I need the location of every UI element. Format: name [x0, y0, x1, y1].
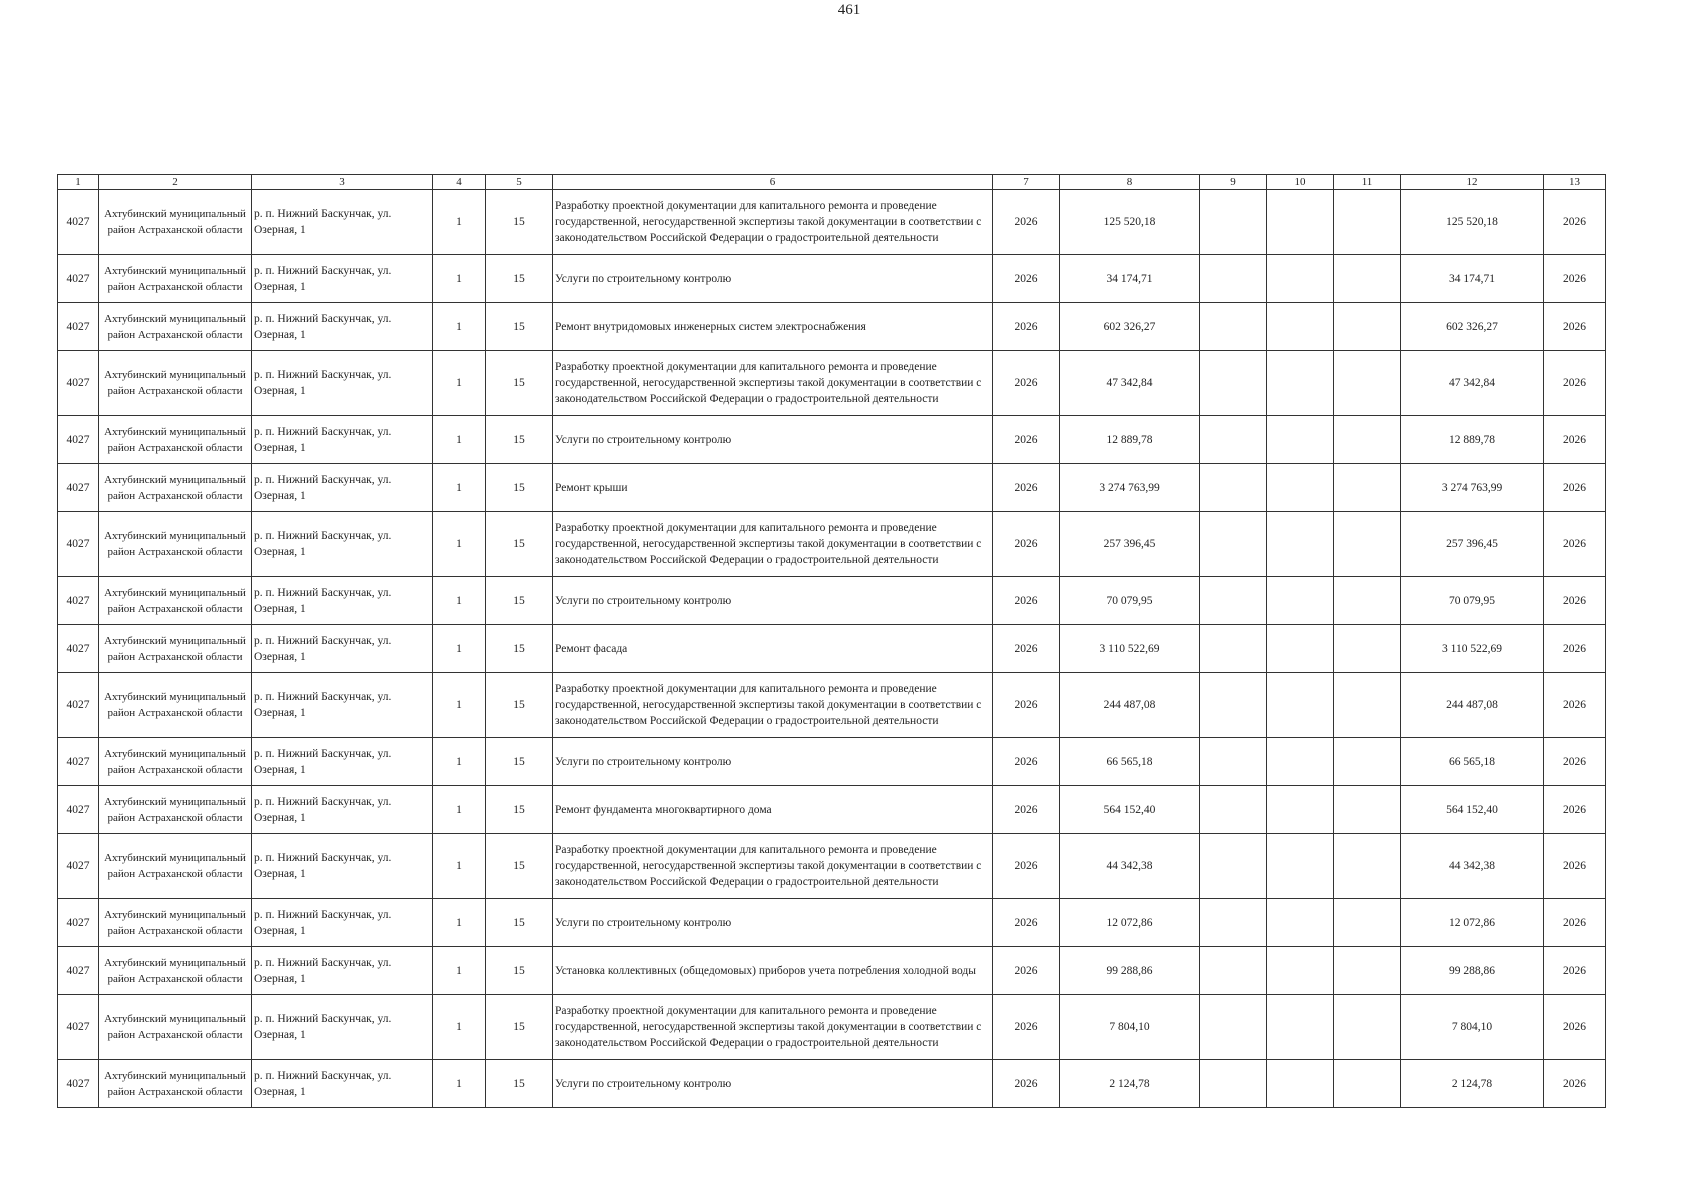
address-cell: р. п. Нижний Баскунчак, ул. Озерная, 1	[252, 1060, 433, 1108]
table-row	[58, 190, 1606, 255]
work-type-cell: Разработку проектной документации для капитального ремонта и проведение государственной, негосударственной экспертизы такой документации в соответствии с законодательством Российской Федерации о градостроительной деятельности	[553, 834, 993, 899]
column-header-5: 5	[486, 175, 553, 190]
cost-cell: 125 520,18	[1060, 190, 1200, 255]
column-9-cell	[1200, 351, 1267, 416]
column-9-cell	[1200, 1060, 1267, 1108]
total-cost-cell: 34 174,71	[1401, 255, 1544, 303]
column-header-7: 7	[993, 175, 1060, 190]
year-cell: 2026	[993, 464, 1060, 512]
district-cell: Ахтубинский муниципальный район Астраханской области	[99, 512, 252, 577]
completion-year-cell: 2026	[1544, 416, 1606, 464]
table-row	[58, 416, 1606, 464]
column-10-cell	[1267, 899, 1334, 947]
column-header-2: 2	[99, 175, 252, 190]
column-9-cell	[1200, 577, 1267, 625]
address-cell: р. п. Нижний Баскунчак, ул. Озерная, 1	[252, 512, 433, 577]
column-11-cell	[1334, 995, 1401, 1060]
address-cell: р. п. Нижний Баскунчак, ул. Озерная, 1	[252, 786, 433, 834]
column-header-4: 4	[433, 175, 486, 190]
column-10-cell	[1267, 303, 1334, 351]
column-11-cell	[1334, 899, 1401, 947]
object-number-cell: 4027	[58, 303, 99, 351]
year-cell: 2026	[993, 1060, 1060, 1108]
column-4-cell: 1	[433, 416, 486, 464]
work-type-cell: Услуги по строительному контролю	[553, 1060, 993, 1108]
column-5-cell: 15	[486, 303, 553, 351]
column-4-cell: 1	[433, 834, 486, 899]
column-header-9: 9	[1200, 175, 1267, 190]
column-11-cell	[1334, 1060, 1401, 1108]
total-cost-cell: 70 079,95	[1401, 577, 1544, 625]
year-cell: 2026	[993, 303, 1060, 351]
object-number-cell: 4027	[58, 947, 99, 995]
column-4-cell: 1	[433, 512, 486, 577]
column-9-cell	[1200, 416, 1267, 464]
district-cell: Ахтубинский муниципальный район Астраханской области	[99, 351, 252, 416]
total-cost-cell: 12 072,86	[1401, 899, 1544, 947]
cost-cell: 44 342,38	[1060, 834, 1200, 899]
year-cell: 2026	[993, 577, 1060, 625]
table-row	[58, 899, 1606, 947]
total-cost-cell: 257 396,45	[1401, 512, 1544, 577]
district-cell: Ахтубинский муниципальный район Астраханской области	[99, 786, 252, 834]
column-5-cell: 15	[486, 512, 553, 577]
cost-cell: 564 152,40	[1060, 786, 1200, 834]
total-cost-cell: 66 565,18	[1401, 738, 1544, 786]
cost-cell: 257 396,45	[1060, 512, 1200, 577]
column-5-cell: 15	[486, 190, 553, 255]
address-cell: р. п. Нижний Баскунчак, ул. Озерная, 1	[252, 303, 433, 351]
column-5-cell: 15	[486, 351, 553, 416]
district-cell: Ахтубинский муниципальный район Астраханской области	[99, 625, 252, 673]
column-5-cell: 15	[486, 899, 553, 947]
column-4-cell: 1	[433, 738, 486, 786]
address-cell: р. п. Нижний Баскунчак, ул. Озерная, 1	[252, 351, 433, 416]
district-cell: Ахтубинский муниципальный район Астраханской области	[99, 303, 252, 351]
column-10-cell	[1267, 577, 1334, 625]
address-cell: р. п. Нижний Баскунчак, ул. Озерная, 1	[252, 416, 433, 464]
cost-cell: 12 072,86	[1060, 899, 1200, 947]
year-cell: 2026	[993, 947, 1060, 995]
completion-year-cell: 2026	[1544, 947, 1606, 995]
column-10-cell	[1267, 786, 1334, 834]
completion-year-cell: 2026	[1544, 834, 1606, 899]
district-cell: Ахтубинский муниципальный район Астраханской области	[99, 255, 252, 303]
table-row	[58, 947, 1606, 995]
object-number-cell: 4027	[58, 673, 99, 738]
table-row	[58, 738, 1606, 786]
column-9-cell	[1200, 947, 1267, 995]
column-5-cell: 15	[486, 673, 553, 738]
table-row	[58, 625, 1606, 673]
district-cell: Ахтубинский муниципальный район Астраханской области	[99, 899, 252, 947]
column-header-6: 6	[553, 175, 993, 190]
column-header-3: 3	[252, 175, 433, 190]
address-cell: р. п. Нижний Баскунчак, ул. Озерная, 1	[252, 947, 433, 995]
column-9-cell	[1200, 673, 1267, 738]
work-type-cell: Разработку проектной документации для капитального ремонта и проведение государственной, негосударственной экспертизы такой документации в соответствии с законодательством Российской Федерации о градостроительной деятельности	[553, 512, 993, 577]
cost-cell: 47 342,84	[1060, 351, 1200, 416]
table-row	[58, 995, 1606, 1060]
district-cell: Ахтубинский муниципальный район Астраханской области	[99, 190, 252, 255]
address-cell: р. п. Нижний Баскунчак, ул. Озерная, 1	[252, 577, 433, 625]
year-cell: 2026	[993, 995, 1060, 1060]
work-type-cell: Услуги по строительному контролю	[553, 899, 993, 947]
column-11-cell	[1334, 625, 1401, 673]
column-11-cell	[1334, 303, 1401, 351]
work-type-cell: Ремонт крыши	[553, 464, 993, 512]
table-row	[58, 255, 1606, 303]
column-10-cell	[1267, 1060, 1334, 1108]
completion-year-cell: 2026	[1544, 351, 1606, 416]
table-row	[58, 1060, 1606, 1108]
year-cell: 2026	[993, 673, 1060, 738]
object-number-cell: 4027	[58, 512, 99, 577]
table-body	[58, 190, 1606, 1108]
completion-year-cell: 2026	[1544, 673, 1606, 738]
column-10-cell	[1267, 995, 1334, 1060]
work-type-cell: Услуги по строительному контролю	[553, 738, 993, 786]
work-type-cell: Ремонт внутридомовых инженерных систем электроснабжения	[553, 303, 993, 351]
total-cost-cell: 602 326,27	[1401, 303, 1544, 351]
district-cell: Ахтубинский муниципальный район Астраханской области	[99, 673, 252, 738]
district-cell: Ахтубинский муниципальный район Астраханской области	[99, 464, 252, 512]
column-9-cell	[1200, 738, 1267, 786]
column-4-cell: 1	[433, 625, 486, 673]
column-4-cell: 1	[433, 1060, 486, 1108]
completion-year-cell: 2026	[1544, 190, 1606, 255]
work-type-cell: Разработку проектной документации для капитального ремонта и проведение государственной, негосударственной экспертизы такой документации в соответствии с законодательством Российской Федерации о градостроительной деятельности	[553, 995, 993, 1060]
address-cell: р. п. Нижний Баскунчак, ул. Озерная, 1	[252, 255, 433, 303]
column-5-cell: 15	[486, 577, 553, 625]
year-cell: 2026	[993, 834, 1060, 899]
column-header-13: 13	[1544, 175, 1606, 190]
total-cost-cell: 99 288,86	[1401, 947, 1544, 995]
column-4-cell: 1	[433, 255, 486, 303]
cost-cell: 7 804,10	[1060, 995, 1200, 1060]
object-number-cell: 4027	[58, 625, 99, 673]
cost-cell: 244 487,08	[1060, 673, 1200, 738]
address-cell: р. п. Нижний Баскунчак, ул. Озерная, 1	[252, 464, 433, 512]
column-header-1: 1	[58, 175, 99, 190]
column-11-cell	[1334, 947, 1401, 995]
district-cell: Ахтубинский муниципальный район Астраханской области	[99, 738, 252, 786]
work-type-cell: Разработку проектной документации для капитального ремонта и проведение государственной, негосударственной экспертизы такой документации в соответствии с законодательством Российской Федерации о градостроительной деятельности	[553, 190, 993, 255]
column-4-cell: 1	[433, 303, 486, 351]
object-number-cell: 4027	[58, 255, 99, 303]
table-row	[58, 834, 1606, 899]
table-row	[58, 577, 1606, 625]
column-10-cell	[1267, 625, 1334, 673]
object-number-cell: 4027	[58, 190, 99, 255]
cost-cell: 3 274 763,99	[1060, 464, 1200, 512]
address-cell: р. п. Нижний Баскунчак, ул. Озерная, 1	[252, 190, 433, 255]
column-4-cell: 1	[433, 577, 486, 625]
column-5-cell: 15	[486, 625, 553, 673]
column-4-cell: 1	[433, 351, 486, 416]
work-type-cell: Услуги по строительному контролю	[553, 416, 993, 464]
cost-cell: 2 124,78	[1060, 1060, 1200, 1108]
column-9-cell	[1200, 255, 1267, 303]
year-cell: 2026	[993, 625, 1060, 673]
cost-cell: 66 565,18	[1060, 738, 1200, 786]
total-cost-cell: 244 487,08	[1401, 673, 1544, 738]
column-9-cell	[1200, 625, 1267, 673]
completion-year-cell: 2026	[1544, 899, 1606, 947]
work-type-cell: Ремонт фундамента многоквартирного дома	[553, 786, 993, 834]
column-9-cell	[1200, 190, 1267, 255]
column-5-cell: 15	[486, 786, 553, 834]
column-5-cell: 15	[486, 995, 553, 1060]
column-11-cell	[1334, 190, 1401, 255]
completion-year-cell: 2026	[1544, 995, 1606, 1060]
column-10-cell	[1267, 834, 1334, 899]
year-cell: 2026	[993, 738, 1060, 786]
district-cell: Ахтубинский муниципальный район Астраханской области	[99, 1060, 252, 1108]
cost-cell: 3 110 522,69	[1060, 625, 1200, 673]
year-cell: 2026	[993, 899, 1060, 947]
column-11-cell	[1334, 464, 1401, 512]
object-number-cell: 4027	[58, 416, 99, 464]
column-5-cell: 15	[486, 947, 553, 995]
column-4-cell: 1	[433, 786, 486, 834]
column-4-cell: 1	[433, 947, 486, 995]
column-4-cell: 1	[433, 190, 486, 255]
object-number-cell: 4027	[58, 995, 99, 1060]
object-number-cell: 4027	[58, 834, 99, 899]
column-11-cell	[1334, 351, 1401, 416]
table-row	[58, 786, 1606, 834]
column-11-cell	[1334, 738, 1401, 786]
column-9-cell	[1200, 899, 1267, 947]
year-cell: 2026	[993, 416, 1060, 464]
table-row	[58, 512, 1606, 577]
table-row	[58, 351, 1606, 416]
district-cell: Ахтубинский муниципальный район Астраханской области	[99, 577, 252, 625]
completion-year-cell: 2026	[1544, 255, 1606, 303]
column-4-cell: 1	[433, 464, 486, 512]
column-5-cell: 15	[486, 464, 553, 512]
table-header	[58, 175, 1606, 190]
total-cost-cell: 125 520,18	[1401, 190, 1544, 255]
column-5-cell: 15	[486, 255, 553, 303]
column-11-cell	[1334, 834, 1401, 899]
page-number: 461	[837, 2, 861, 18]
column-header-12: 12	[1401, 175, 1544, 190]
year-cell: 2026	[993, 512, 1060, 577]
column-5-cell: 15	[486, 416, 553, 464]
total-cost-cell: 3 110 522,69	[1401, 625, 1544, 673]
object-number-cell: 4027	[58, 577, 99, 625]
address-cell: р. п. Нижний Баскунчак, ул. Озерная, 1	[252, 834, 433, 899]
cost-cell: 70 079,95	[1060, 577, 1200, 625]
district-cell: Ахтубинский муниципальный район Астраханской области	[99, 995, 252, 1060]
district-cell: Ахтубинский муниципальный район Астраханской области	[99, 834, 252, 899]
column-10-cell	[1267, 673, 1334, 738]
total-cost-cell: 12 889,78	[1401, 416, 1544, 464]
year-cell: 2026	[993, 255, 1060, 303]
column-11-cell	[1334, 255, 1401, 303]
year-cell: 2026	[993, 190, 1060, 255]
work-type-cell: Разработку проектной документации для капитального ремонта и проведение государственной, негосударственной экспертизы такой документации в соответствии с законодательством Российской Федерации о градостроительной деятельности	[553, 673, 993, 738]
work-type-cell: Ремонт фасада	[553, 625, 993, 673]
table-row	[58, 303, 1606, 351]
year-cell: 2026	[993, 351, 1060, 416]
total-cost-cell: 2 124,78	[1401, 1060, 1544, 1108]
column-11-cell	[1334, 512, 1401, 577]
column-10-cell	[1267, 255, 1334, 303]
total-cost-cell: 47 342,84	[1401, 351, 1544, 416]
header-row	[58, 175, 1606, 190]
column-10-cell	[1267, 738, 1334, 786]
total-cost-cell: 3 274 763,99	[1401, 464, 1544, 512]
completion-year-cell: 2026	[1544, 577, 1606, 625]
table-row	[58, 464, 1606, 512]
object-number-cell: 4027	[58, 1060, 99, 1108]
completion-year-cell: 2026	[1544, 625, 1606, 673]
completion-year-cell: 2026	[1544, 786, 1606, 834]
column-10-cell	[1267, 947, 1334, 995]
column-10-cell	[1267, 512, 1334, 577]
cost-cell: 602 326,27	[1060, 303, 1200, 351]
work-type-cell: Установка коллективных (общедомовых) приборов учета потребления холодной воды	[553, 947, 993, 995]
column-11-cell	[1334, 577, 1401, 625]
completion-year-cell: 2026	[1544, 512, 1606, 577]
column-10-cell	[1267, 190, 1334, 255]
object-number-cell: 4027	[58, 351, 99, 416]
object-number-cell: 4027	[58, 899, 99, 947]
column-4-cell: 1	[433, 673, 486, 738]
column-9-cell	[1200, 834, 1267, 899]
column-5-cell: 15	[486, 1060, 553, 1108]
work-type-cell: Услуги по строительному контролю	[553, 577, 993, 625]
column-9-cell	[1200, 512, 1267, 577]
address-cell: р. п. Нижний Баскунчак, ул. Озерная, 1	[252, 673, 433, 738]
column-4-cell: 1	[433, 899, 486, 947]
completion-year-cell: 2026	[1544, 738, 1606, 786]
column-9-cell	[1200, 303, 1267, 351]
address-cell: р. п. Нижний Баскунчак, ул. Озерная, 1	[252, 625, 433, 673]
column-header-8: 8	[1060, 175, 1200, 190]
column-9-cell	[1200, 464, 1267, 512]
column-5-cell: 15	[486, 834, 553, 899]
table-row	[58, 673, 1606, 738]
address-cell: р. п. Нижний Баскунчак, ул. Озерная, 1	[252, 899, 433, 947]
column-11-cell	[1334, 786, 1401, 834]
address-cell: р. п. Нижний Баскунчак, ул. Озерная, 1	[252, 738, 433, 786]
address-cell: р. п. Нижний Баскунчак, ул. Озерная, 1	[252, 995, 433, 1060]
completion-year-cell: 2026	[1544, 1060, 1606, 1108]
column-10-cell	[1267, 464, 1334, 512]
completion-year-cell: 2026	[1544, 464, 1606, 512]
object-number-cell: 4027	[58, 786, 99, 834]
district-cell: Ахтубинский муниципальный район Астраханской области	[99, 416, 252, 464]
column-header-10: 10	[1267, 175, 1334, 190]
cost-cell: 34 174,71	[1060, 255, 1200, 303]
column-9-cell	[1200, 786, 1267, 834]
cost-cell: 99 288,86	[1060, 947, 1200, 995]
capital-repair-table	[57, 174, 1606, 1108]
cost-cell: 12 889,78	[1060, 416, 1200, 464]
column-9-cell	[1200, 995, 1267, 1060]
column-11-cell	[1334, 416, 1401, 464]
column-4-cell: 1	[433, 995, 486, 1060]
total-cost-cell: 564 152,40	[1401, 786, 1544, 834]
work-type-cell: Услуги по строительному контролю	[553, 255, 993, 303]
work-type-cell: Разработку проектной документации для капитального ремонта и проведение государственной, негосударственной экспертизы такой документации в соответствии с законодательством Российской Федерации о градостроительной деятельности	[553, 351, 993, 416]
column-11-cell	[1334, 673, 1401, 738]
object-number-cell: 4027	[58, 738, 99, 786]
column-5-cell: 15	[486, 738, 553, 786]
district-cell: Ахтубинский муниципальный район Астраханской области	[99, 947, 252, 995]
column-header-11: 11	[1334, 175, 1401, 190]
total-cost-cell: 44 342,38	[1401, 834, 1544, 899]
year-cell: 2026	[993, 786, 1060, 834]
total-cost-cell: 7 804,10	[1401, 995, 1544, 1060]
column-10-cell	[1267, 351, 1334, 416]
column-10-cell	[1267, 416, 1334, 464]
object-number-cell: 4027	[58, 464, 99, 512]
completion-year-cell: 2026	[1544, 303, 1606, 351]
